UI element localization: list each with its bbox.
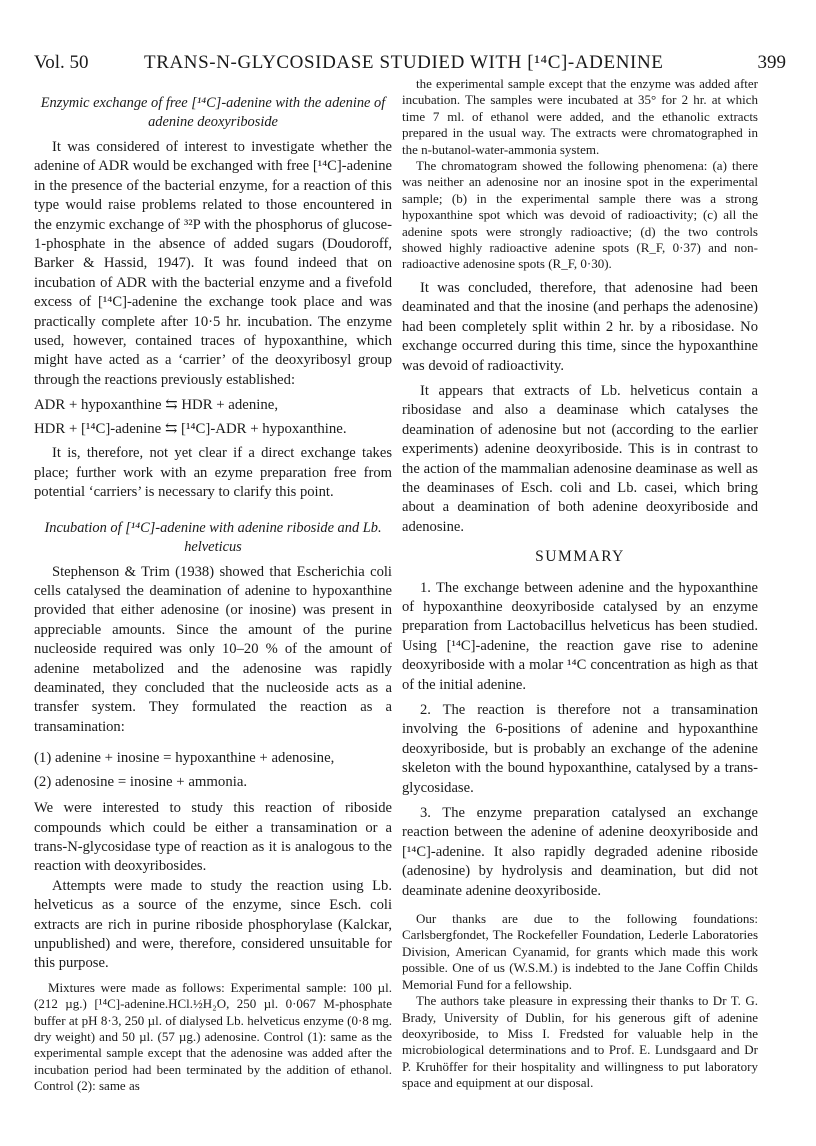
- methods-paragraph: Mixtures were made as follows: Experimental sample: 100 µl. (212 µg.) [¹⁴C]-adenine.HCl.½H₂O, 250 µl. 0·067 M-phosphate buffer at pH 8·3, 250 µl. of dialysed Lb. helveticus enzyme (0·8 mg. dry weight) and 50 µl. (57 µg.) adenosine. Control (1): same as the experimental sample except that the adenosine was added after the incubation period had been terminated by the addition of ethanol. Control (2): same as: [34, 979, 392, 1094]
- running-title: TRANS-N-GLYCOSIDASE STUDIED WITH [¹⁴C]-ADENINE: [144, 52, 664, 73]
- results-paragraph: The chromatogram showed the following phenomena: (a) there was neither an adenosine nor an inosine spot in the experimental sample; (b) in the experimental sample there was a strong hypoxanthine spot which was devoid of radioactivity; (c) all the adenine spots were strongly radioactive; (d) the two controls showed highly radioactive adenine spots (R_F, 0·37) and non-radioactive adenosine spots (R_F, 0·30).: [402, 158, 758, 272]
- summary-item-3: 3. The enzyme preparation catalysed an exchange reaction between the adenine of adenine deoxyriboside and [¹⁴C]-adenine. It also rapidly degraded adenine riboside (adenosine) by hydrolysis and deamination, but did not deaminate adenine deoxyriboside.: [402, 805, 758, 899]
- volume-label: Vol. 50: [34, 52, 89, 73]
- paragraph: It was concluded, therefore, that adenosine had been deaminated and that the inosine (and perhaps the adenosine) had been completely split within 2 hr. by a ribosidase. No exchange occurred during this time, since the hypoxanthine was devoid of radioactivity.: [402, 279, 758, 374]
- section-heading-incubation: Incubation of [¹⁴C]-adenine with adenine riboside and Lb. helveticus: [44, 519, 382, 555]
- paragraph: It was considered of interest to investigate whether the adenine of ADR would be exchanged with free [¹⁴C]-adenine in the presence of the bacterial enzyme, for a reaction of this type would raise problems related to those encountered in the enzymic exchange of ³²P with the phosphorus of glucose-1-phosphate in the absence of added sugars (Doudoroff, Barker & Hassid, 1947). It was found indeed that on incubation of ADR with the bacterial enzyme and a fivefold excess of [¹⁴C]-adenine the exchange took place and was practically complete after 10·5 hr. incubation. The enzyme used, however, contained traces of hypoxanthine, which might have acted as a ‘carrier’ of the deoxyribosyl group through the reactions previously established:: [34, 139, 392, 388]
- acknowledgement-funding: Our thanks are due to the following foundations: Carlsbergfondet, The Rockefeller Foundation, Lederle Laboratories Division, American Cyanamid, for grants which made this work possible. One of us (W.S.M.) is indebted to the Jane Coffin Childs Memorial Fund for a fellowship.: [402, 911, 758, 992]
- paragraph: Stephenson & Trim (1938) showed that Escherichia coli cells catalysed the deamination of adenine to hypoxanthine provided that either adenosine (or inosine) was present in appreciable amounts. Since the amount of the purine nucleoside required was only 10–20 % of the amount of adenine metabolized and the adenosine was rapidly deaminated, they concluded that the nucleoside acts as a transfer system. They formulated the reaction as a transamination:: [34, 563, 392, 735]
- page-number: 399: [757, 52, 786, 73]
- summary-item-2: 2. The reaction is therefore not a transamination involving the 6-positions of adenine and hypoxanthine deoxyriboside, but is probably an exchange of the adenine skeleton with the bound hypoxanthine, catalysed by a trans-glycosidase.: [402, 702, 758, 796]
- section-heading-exchange: Enzymic exchange of free [¹⁴C]-adenine with the adenine of adenine deoxyriboside: [40, 95, 386, 130]
- summary-heading: SUMMARY: [535, 548, 625, 566]
- reaction-2: (2) adenosine = inosine + ammonia.: [34, 774, 248, 791]
- summary-item-1: 1. The exchange between adenine and the hypoxanthine of hypoxanthine deoxyriboside catalysed by an enzyme preparation from Lactobacillus helveticus has been studied. Using [¹⁴C]-adenine, the reaction gave rise to adenine deoxyriboside with a molar ¹⁴C concentration as high as that of the initial adenine.: [402, 579, 758, 693]
- right-column: [402, 76, 758, 1092]
- acknowledgement-thanks: The authors take pleasure in expressing their thanks to Dr T. G. Brady, University of Dublin, for his generous gift of adenine deoxyriboside, to Miss I. Fredsted for valuable help in the microbiological determinations and to Prof. E. Lundsgaard and Dr P. Kruhöffer for their hospitality and willingness to put laboratory space and equipment at our disposal.: [402, 993, 758, 1091]
- reaction-1: (1) adenine + inosine = hypoxanthine + adenosine,: [34, 750, 335, 767]
- left-column: [34, 88, 392, 1095]
- methods-paragraph-continued: the experimental sample except that the enzyme was added after incubation. The samples were incubated at 35° for 2 hr. at which time 7 ml. of ethanol were added, and the ethanolic extracts prepared in the usual way. The extracts were chromatographed in the n-butanol-water-ammonia system.: [402, 76, 758, 157]
- equation-1: ADR + hypoxanthine ⇆ HDR + adenine,: [34, 397, 279, 414]
- paragraph: We were interested to study this reaction of riboside compounds which could be either a transamination or a trans-N-glycosidase type of reaction as it is analogous to the reaction with deoxyribosides.: [34, 800, 392, 875]
- paragraph: It is, therefore, not yet clear if a direct exchange takes place; further work with an ezyme preparation free from potential ‘carriers’ is necessary to clarify this point.: [34, 445, 392, 501]
- equation-2: HDR + [¹⁴C]-adenine ⇆ [¹⁴C]-ADR + hypoxanthine.: [34, 421, 347, 438]
- paragraph: Attempts were made to study the reaction using Lb. helveticus as a source of the enzyme, since Esch. coli extracts are rich in purine riboside phosphorylase (Kalckar, unpublished) and were, therefore, considered unsuitable for this purpose.: [34, 877, 392, 972]
- paragraph: It appears that extracts of Lb. helveticus contain a ribosidase and also a deaminase which catalyses the deamination of adenosine but not (according to the earlier experiments) adenine deoxyriboside. This is in contrast to the action of the mammalian adenosine deaminase as well as the deaminases of Esch. coli and Lb. casei, which bring about a deamination of both adenine deoxyriboside and adenosine.: [402, 382, 758, 535]
